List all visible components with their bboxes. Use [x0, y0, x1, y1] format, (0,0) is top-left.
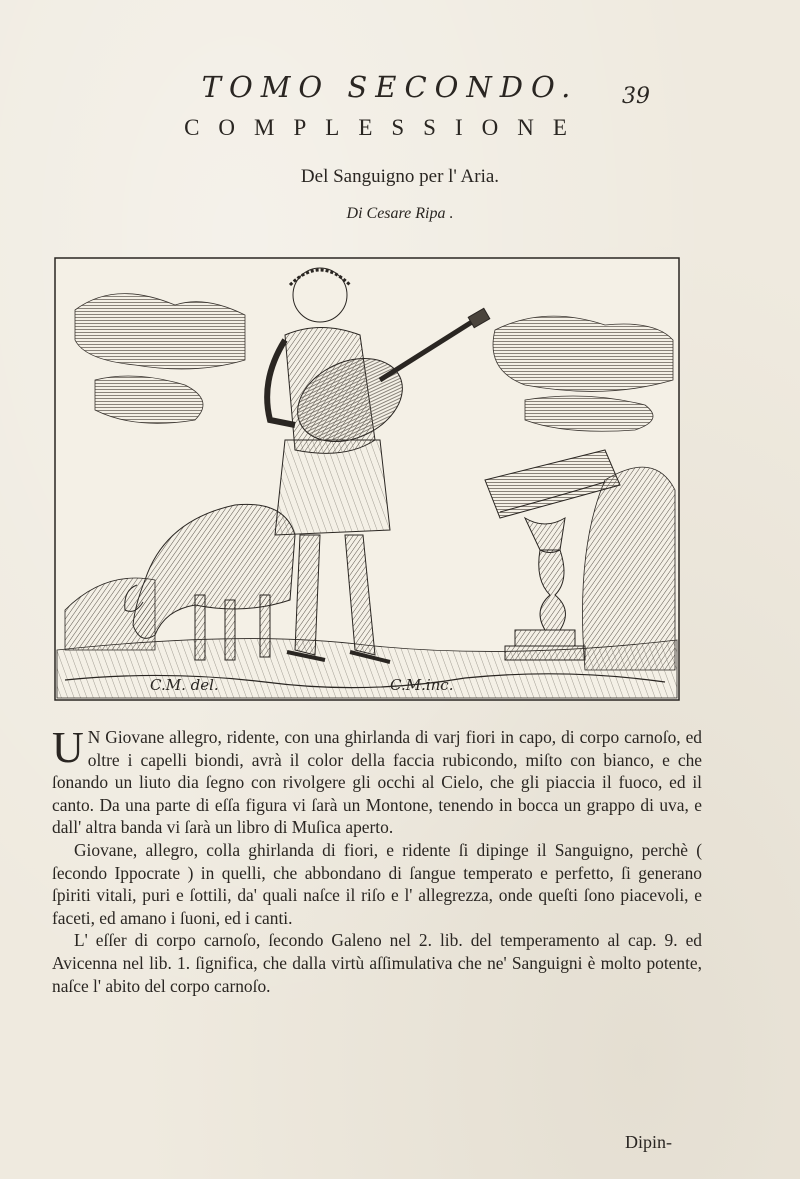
paragraph-3: L' eſſer di corpo carnoſo, ſecondo Galeno nel 2. lib. del temperamento al cap. 9. ed Avicenna nel lib. 1. ſignifica, che dalla virtù aſſimulativa che ne' Sanguigni è molto potente, naſce l' abito del corpo carnoſo.	[52, 930, 702, 996]
drop-cap: U	[52, 723, 84, 772]
engraver-signature-left: C.M. del.	[150, 676, 219, 694]
running-head: TOMO SECONDO.	[201, 70, 579, 104]
entry-subtitle: Del Sanguigno per l' Aria.	[300, 166, 500, 187]
engraving-illustration	[45, 250, 685, 710]
paragraph-1	[52, 723, 702, 839]
entry-title: COMPLESSIONE	[184, 115, 586, 140]
engraver-signature-right: C.M.inc.	[390, 676, 454, 694]
catchword: Dipin-	[625, 1132, 672, 1152]
body-text	[52, 723, 702, 997]
engraving-figure	[45, 250, 685, 710]
page-number: 39	[622, 84, 650, 109]
paragraph-1-text: N Giovane allegro, ridente, con una ghirlanda di varj fiori in capo, di corpo carnoſo, ed oltre i capelli biondi, avrà il color della faccia rubicondo, miſto con bianco, e che ſonando un liuto dia ſegno con rivolgere gli occhi al Cielo, che gli piaccia il fuoco, ed il canto. Da una parte di eſſa figura vi ſarà un Montone, tenendo in bocca un grappo di uva, e dall' altra banda vi ſarà un libro di Muſica aperto.	[52, 727, 702, 838]
paragraph-2: Giovane, allegro, colla ghirlanda di fiori, e ridente ſi dipinge il Sanguigno, perchè ( ſecondo Ippocrate ) in quelli, che abbondano di ſangue temperato e perfetto, ſi generano ſpiriti vitali, puri e ſottili, da' quali naſce il riſo e l' allegrezza, onde queſti ſono piacevoli, e faceti, ed amano i ſuoni, ed i canti.	[52, 839, 702, 928]
entry-author: Di Cesare Ripa .	[346, 205, 454, 222]
